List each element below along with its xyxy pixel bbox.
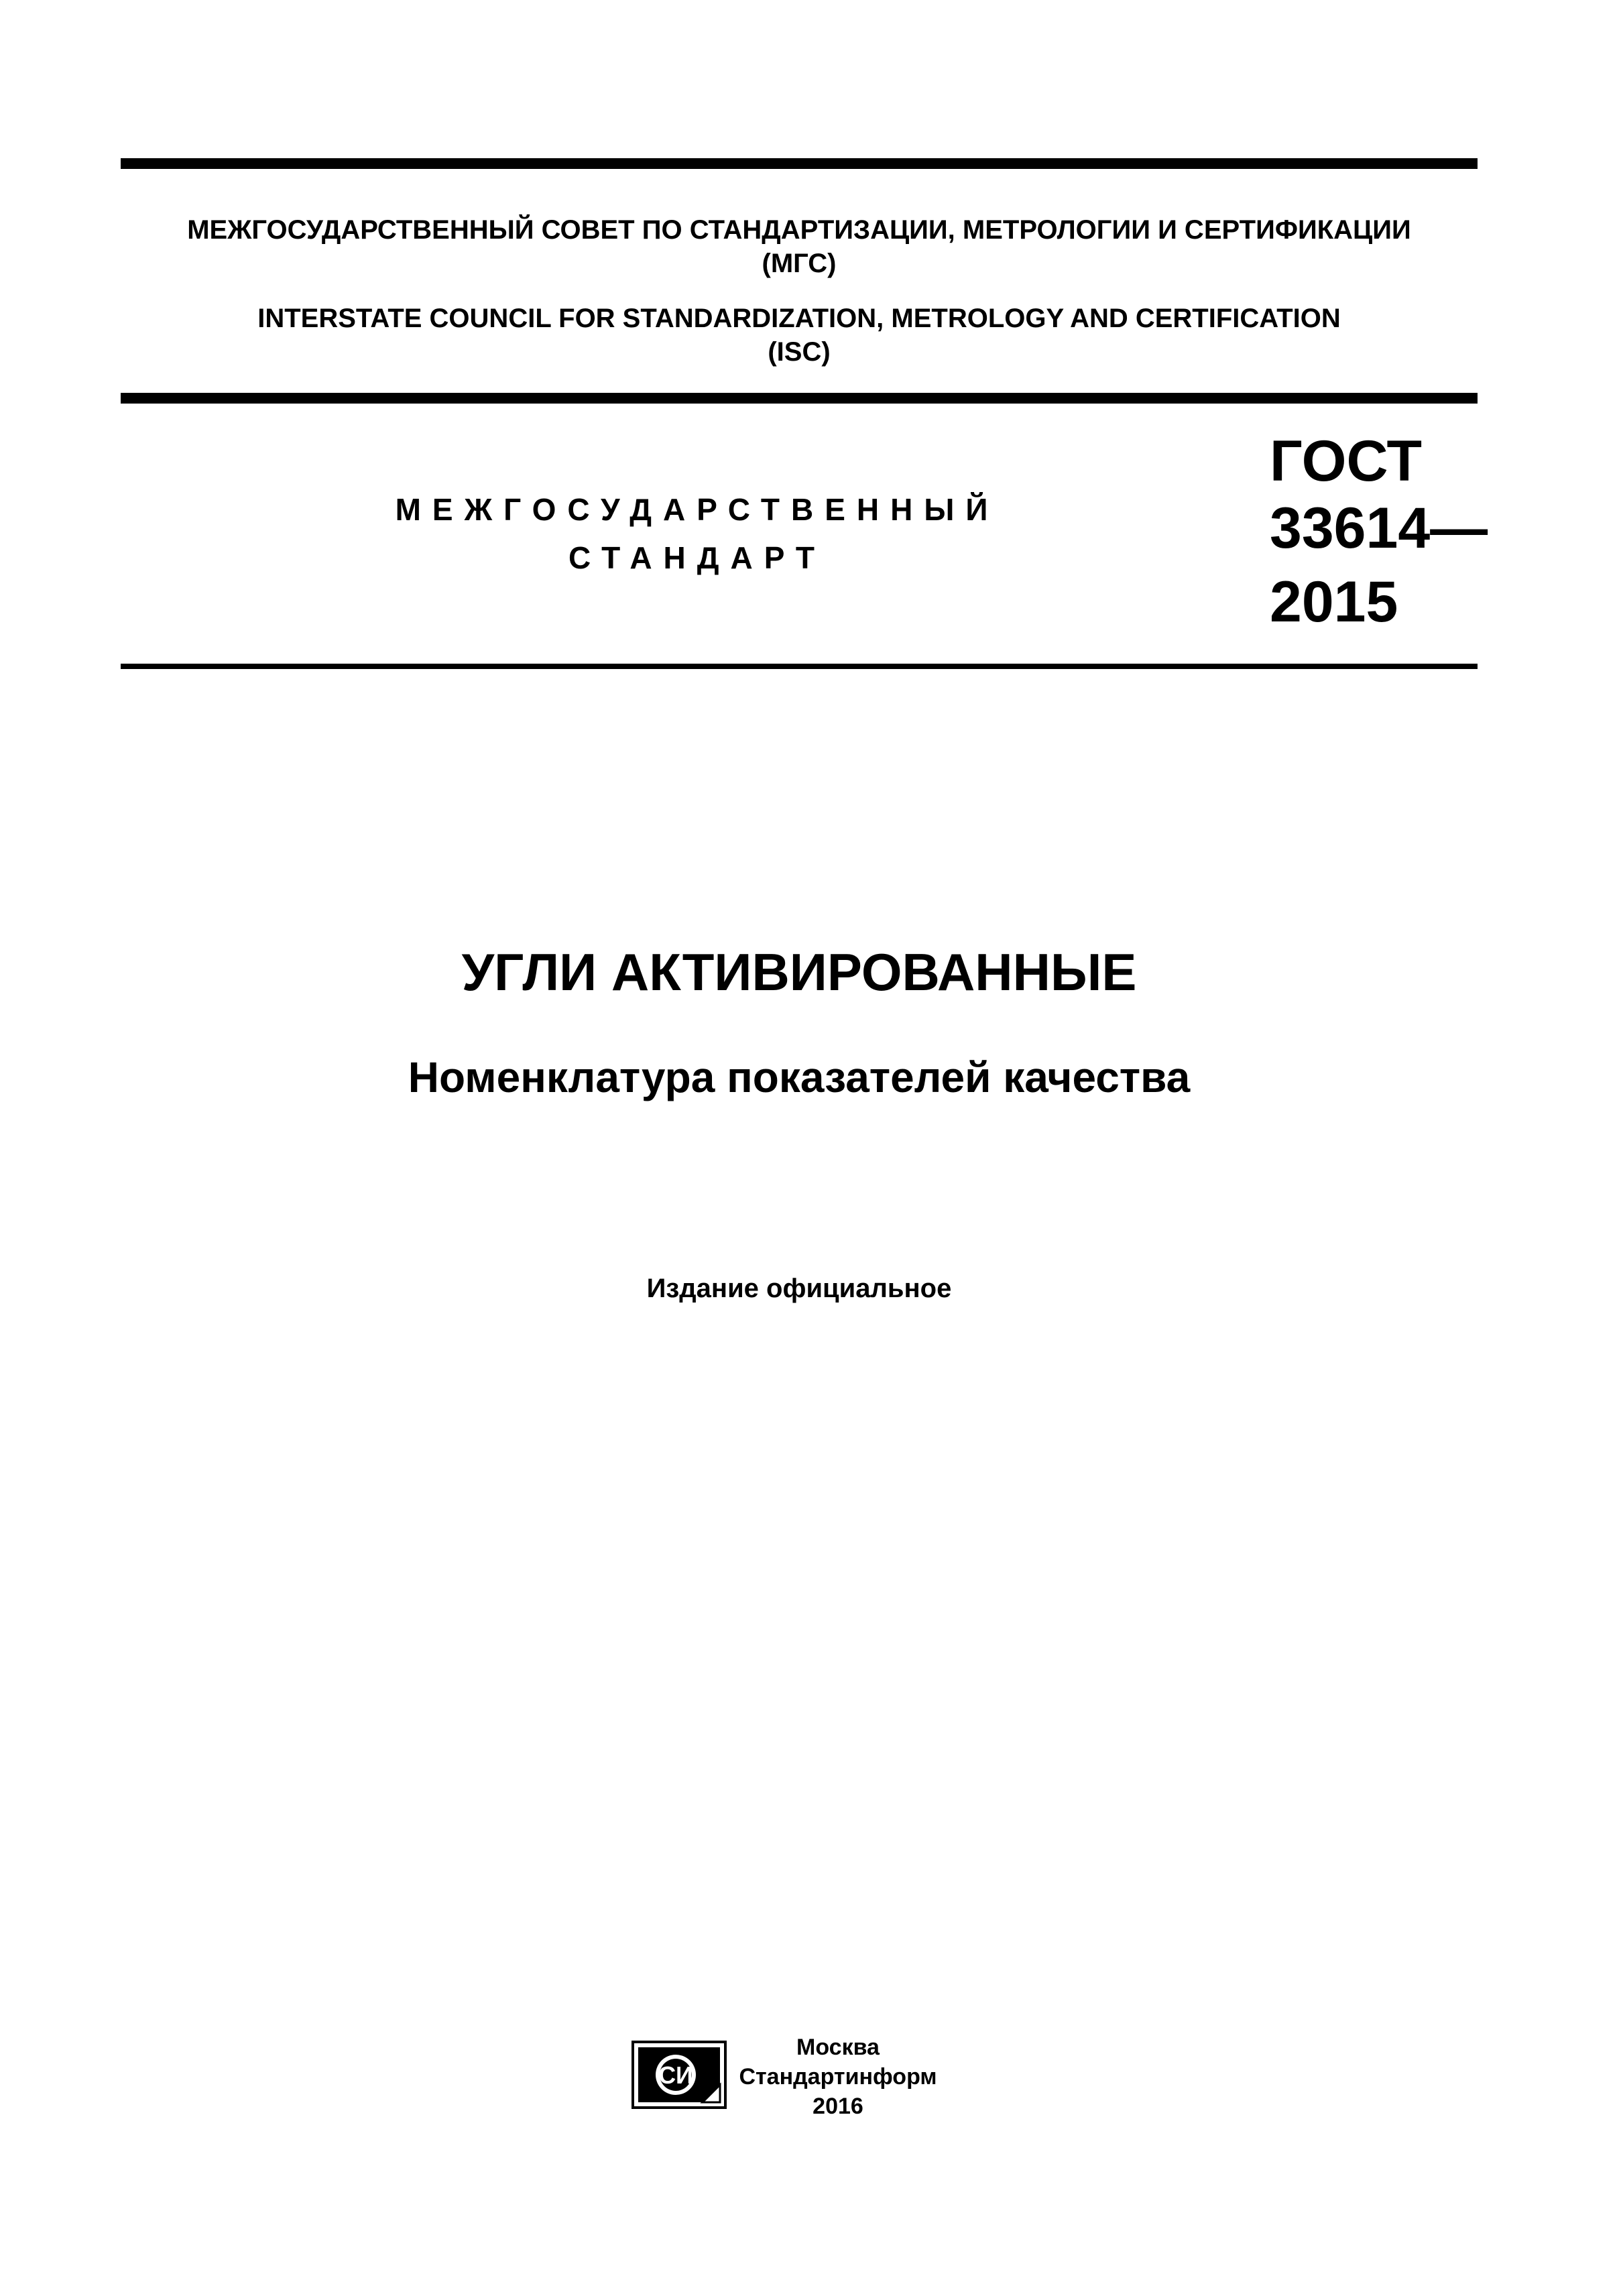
standartinform-logo-icon [629,2038,729,2112]
edition-note: Издание официальное [646,1274,952,1303]
publisher-city: Москва [796,2035,880,2060]
bottom-rule [121,664,1478,669]
gost-year: 2015 [1270,570,1398,634]
standard-kind-line1: МЕЖГОСУДАРСТВЕННЫЙ [395,492,1000,527]
council-en-abbrev: (ISC) [768,337,831,367]
gost-number: 33614— [1270,496,1488,560]
document-title: УГЛИ АКТИВИРОВАННЫЕ [461,943,1137,1002]
document-subtitle: Номенклатура показателей качества [408,1053,1191,1101]
logo-text: СИ [658,2061,693,2089]
council-en-line1: INTERSTATE COUNCIL FOR STANDARDIZATION, METROLOGY AND CERTIFICATION [257,304,1341,333]
publisher-name: Стандартинформ [739,2064,937,2090]
council-name-en [121,302,1478,369]
gost-word: ГОСТ [1270,429,1423,493]
standard-kind-line2: СТАНДАРТ [568,540,826,575]
top-rule [121,158,1478,169]
council-name-ru [121,213,1478,280]
council-ru-abbrev: (МГС) [762,249,837,278]
council-ru-line1: МЕЖГОСУДАРСТВЕННЫЙ СОВЕТ ПО СТАНДАРТИЗАЦИИ, МЕТРОЛОГИИ И СЕРТИФИКАЦИИ [187,215,1411,245]
publisher-imprint [731,2033,945,2121]
publisher-year: 2016 [813,2094,863,2119]
middle-rule [121,393,1478,404]
